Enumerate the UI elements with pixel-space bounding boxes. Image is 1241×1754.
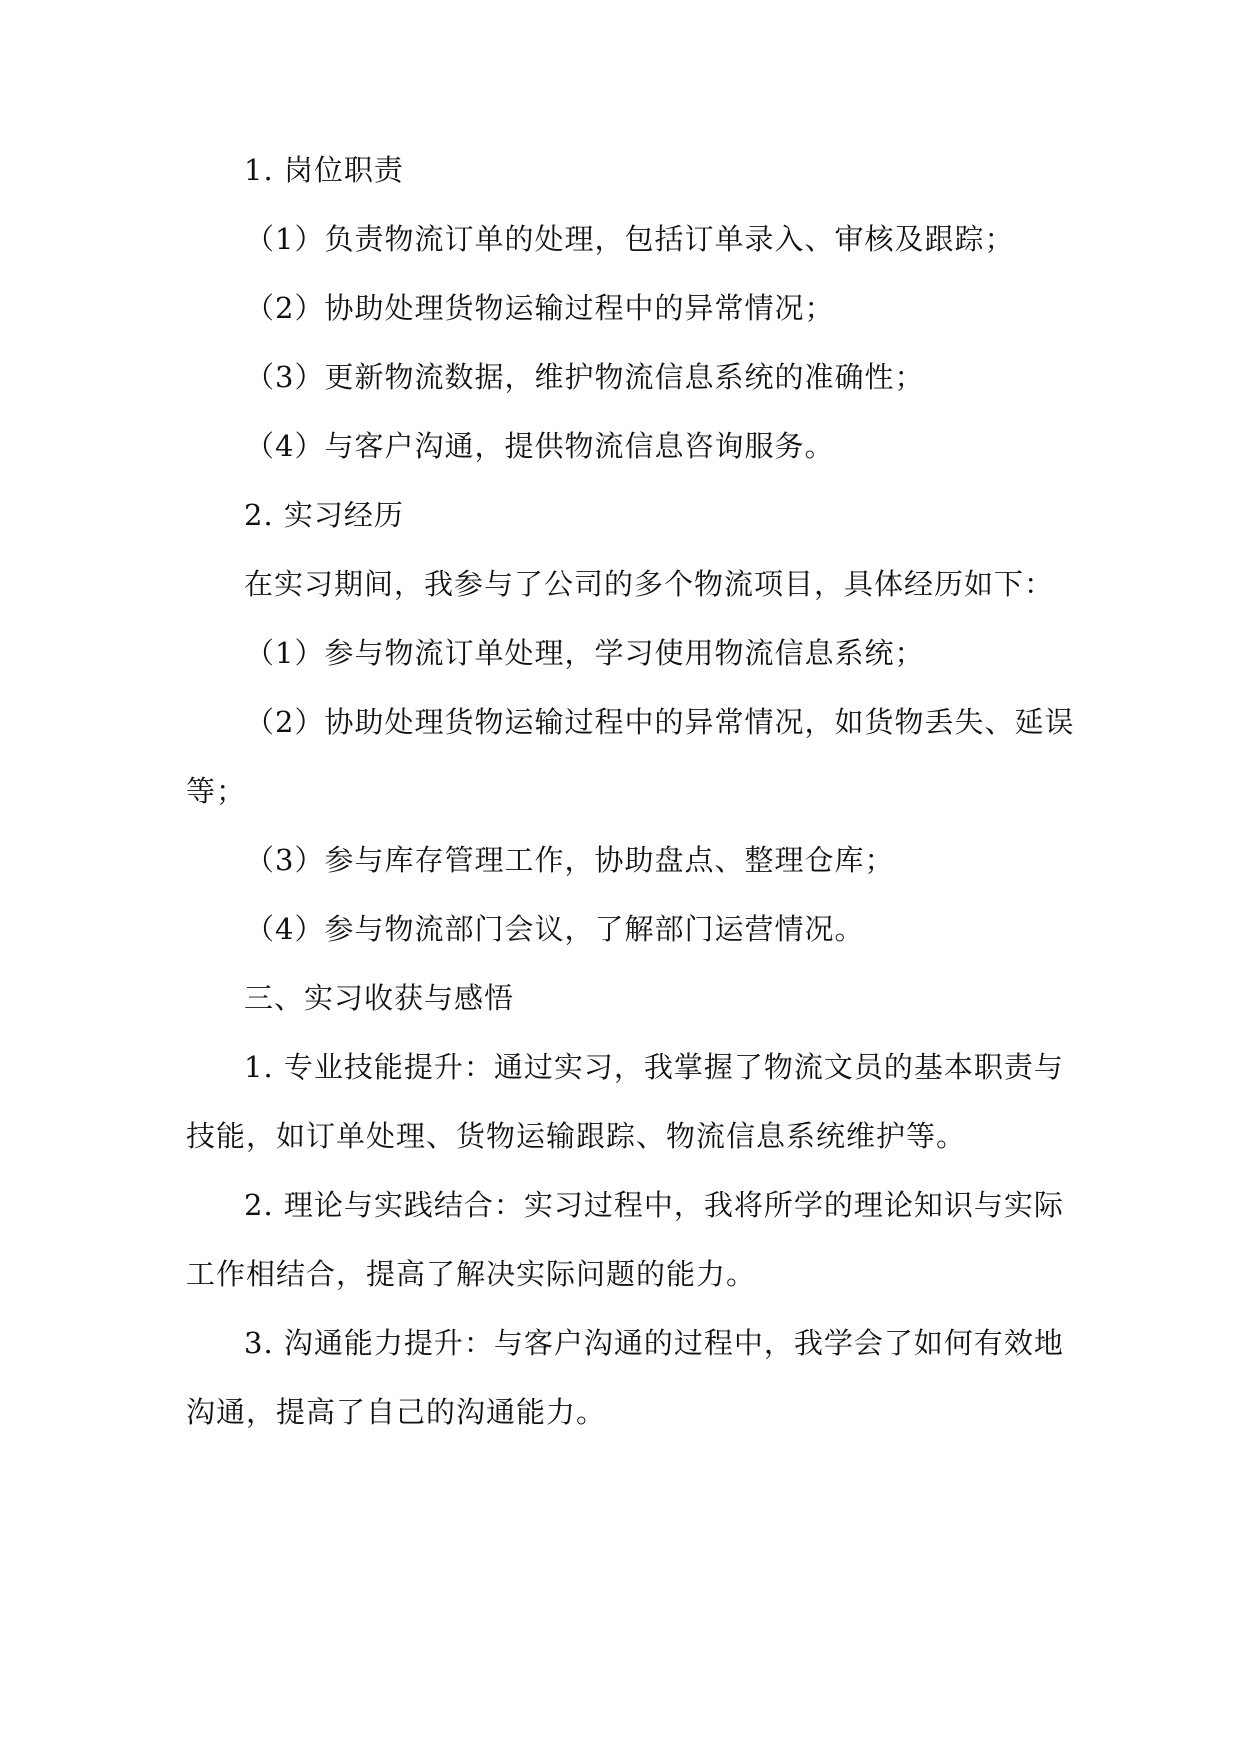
experience-item-1: （1）参与物流订单处理，学习使用物流信息系统； xyxy=(245,636,925,670)
gain-item-1-continued: 技能，如订单处理、货物运输跟踪、物流信息系统维护等。 xyxy=(186,1119,967,1153)
heading-internship-experience: 2. 实习经历 xyxy=(244,498,404,532)
duty-item-3: （3）更新物流数据，维护物流信息系统的准确性； xyxy=(245,360,925,394)
gain-item-2-continued: 工作相结合，提高了解决实际问题的能力。 xyxy=(186,1257,757,1291)
experience-item-3: （3）参与库存管理工作，协助盘点、整理仓库； xyxy=(245,843,895,877)
experience-item-2: （2）协助处理货物运输过程中的异常情况，如货物丢失、延误 xyxy=(245,705,1075,739)
heading-job-duties: 1. 岗位职责 xyxy=(244,153,404,187)
experience-item-2-continued: 等； xyxy=(186,774,247,808)
experience-intro: 在实习期间，我参与了公司的多个物流项目，具体经历如下： xyxy=(244,567,1055,601)
gain-item-3: 3. 沟通能力提升：与客户沟通的过程中，我学会了如何有效地 xyxy=(244,1326,1064,1360)
gain-item-1: 1. 专业技能提升：通过实习，我掌握了物流文员的基本职责与 xyxy=(244,1050,1064,1084)
heading-section-three: 三、实习收获与感悟 xyxy=(244,981,515,1015)
gain-item-2: 2. 理论与实践结合：实习过程中，我将所学的理论知识与实际 xyxy=(244,1188,1064,1222)
duty-item-4: （4）与客户沟通，提供物流信息咨询服务。 xyxy=(245,429,835,463)
duty-item-2: （2）协助处理货物运输过程中的异常情况； xyxy=(245,291,835,325)
experience-item-4: （4）参与物流部门会议，了解部门运营情况。 xyxy=(245,912,865,946)
gain-item-3-continued: 沟通，提高了自己的沟通能力。 xyxy=(186,1395,607,1429)
duty-item-1: （1）负责物流订单的处理，包括订单录入、审核及跟踪； xyxy=(245,222,1015,256)
